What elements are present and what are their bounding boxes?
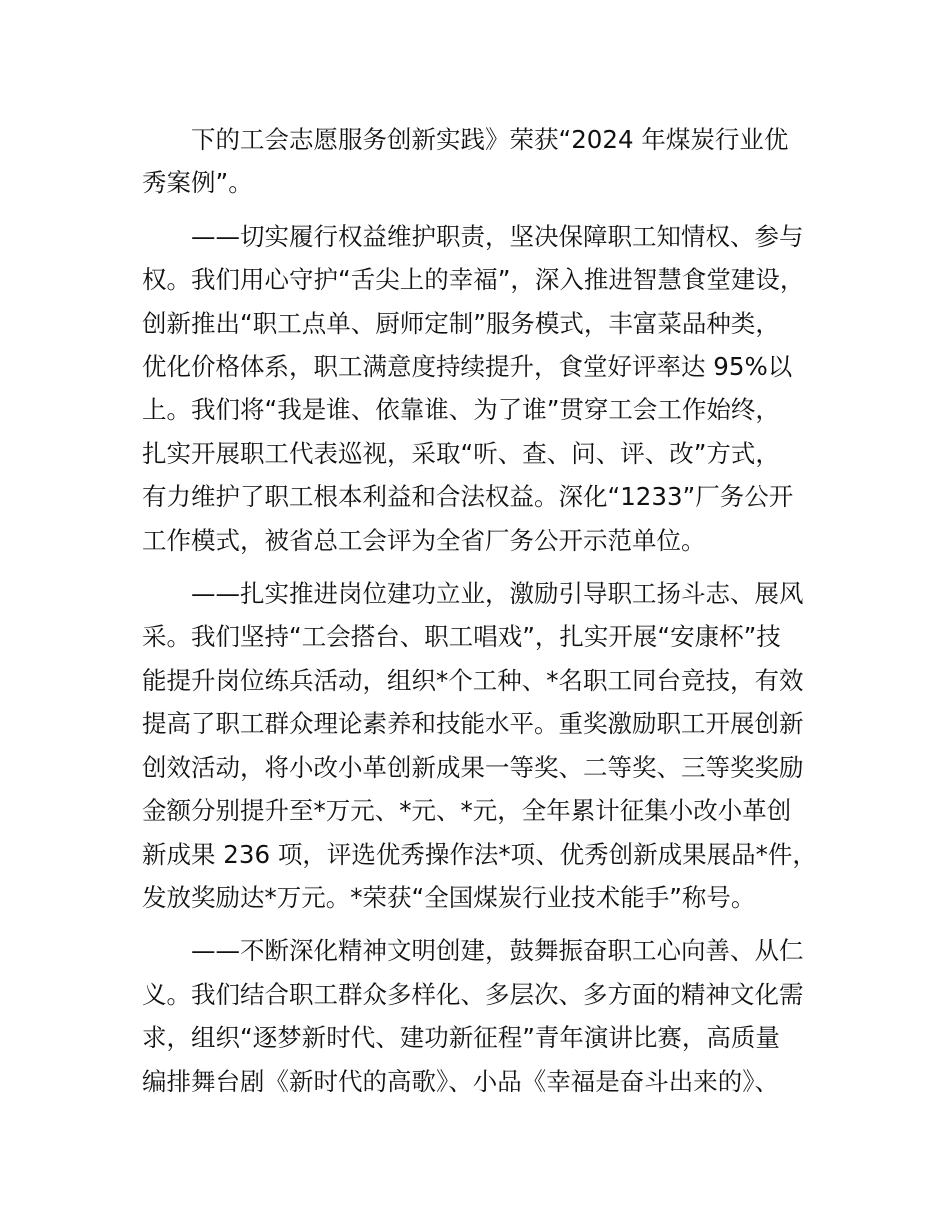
- text-line: 新成果 236 项，评选优秀操作法*项、优秀创新成果展品*件，: [142, 839, 817, 869]
- paragraph-case-award: [142, 118, 832, 205]
- paragraph-rights-protection: [142, 215, 832, 562]
- text-line: 采。我们坚持“工会搭台、职工唱戏”，扎实开展“安康杯”技: [142, 622, 781, 652]
- paragraph-spiritual-civilization: [142, 929, 832, 1103]
- text-line: 提高了职工群众理论素养和技能水平。重奖激励职工开展创新: [142, 709, 804, 739]
- text-line: 秀案例”。: [142, 168, 253, 198]
- text-line: 发放奖励达*万元。*荣获“全国煤炭行业技术能手”称号。: [142, 882, 756, 912]
- text-line: 能提升岗位练兵活动，组织*个工种、*名职工同台竞技，有效: [142, 665, 804, 695]
- text-line: 工作模式，被省总工会评为全省厂务公开示范单位。: [142, 525, 706, 555]
- text-line: 有力维护了职工根本利益和合法权益。深化“1233”厂务公开: [142, 482, 794, 512]
- text-line: 创新推出“职工点单、厨师定制”服务模式，丰富菜品种类，: [142, 308, 780, 338]
- text-line: 创效活动，将小改小革创新成果一等奖、二等奖、三等奖奖励: [142, 752, 804, 782]
- text-line: ——扎实推进岗位建功立业，激励引导职工扬斗志、展风: [191, 579, 804, 609]
- text-line: 上。我们将“我是谁、依靠谁、为了谁”贯穿工会工作始终，: [142, 395, 780, 425]
- text-line: 义。我们结合职工群众多样化、多层次、多方面的精神文化需: [142, 979, 804, 1009]
- text-line: 扎实开展职工代表巡视，采取“听、查、问、评、改”方式，: [142, 438, 780, 468]
- text-line: ——不断深化精神文明创建，鼓舞振奋职工心向善、从仁: [191, 936, 804, 966]
- document-body: [142, 118, 832, 1113]
- text-line: 编排舞台剧《新时代的高歌》、小品《幸福是奋斗出来的》、: [142, 1066, 779, 1096]
- text-line: 权。我们用心守护“舌尖上的幸福”，深入推进智慧食堂建设，: [142, 265, 805, 295]
- paragraph-job-achievement: [142, 572, 832, 919]
- text-line: 求，组织“逐梦新时代、建功新征程”青年演讲比赛，高质量: [142, 1023, 780, 1053]
- text-line: 优化价格体系，职工满意度持续提升，食堂好评率达 95%以: [142, 352, 793, 382]
- text-line: 下的工会志愿服务创新实践》荣获“2024 年煤炭行业优: [191, 125, 789, 154]
- text-line: ——切实履行权益维护职责，坚决保障职工知情权、参与: [191, 221, 804, 251]
- text-line: 金额分别提升至*万元、*元、*元，全年累计征集小改小革创: [142, 796, 792, 826]
